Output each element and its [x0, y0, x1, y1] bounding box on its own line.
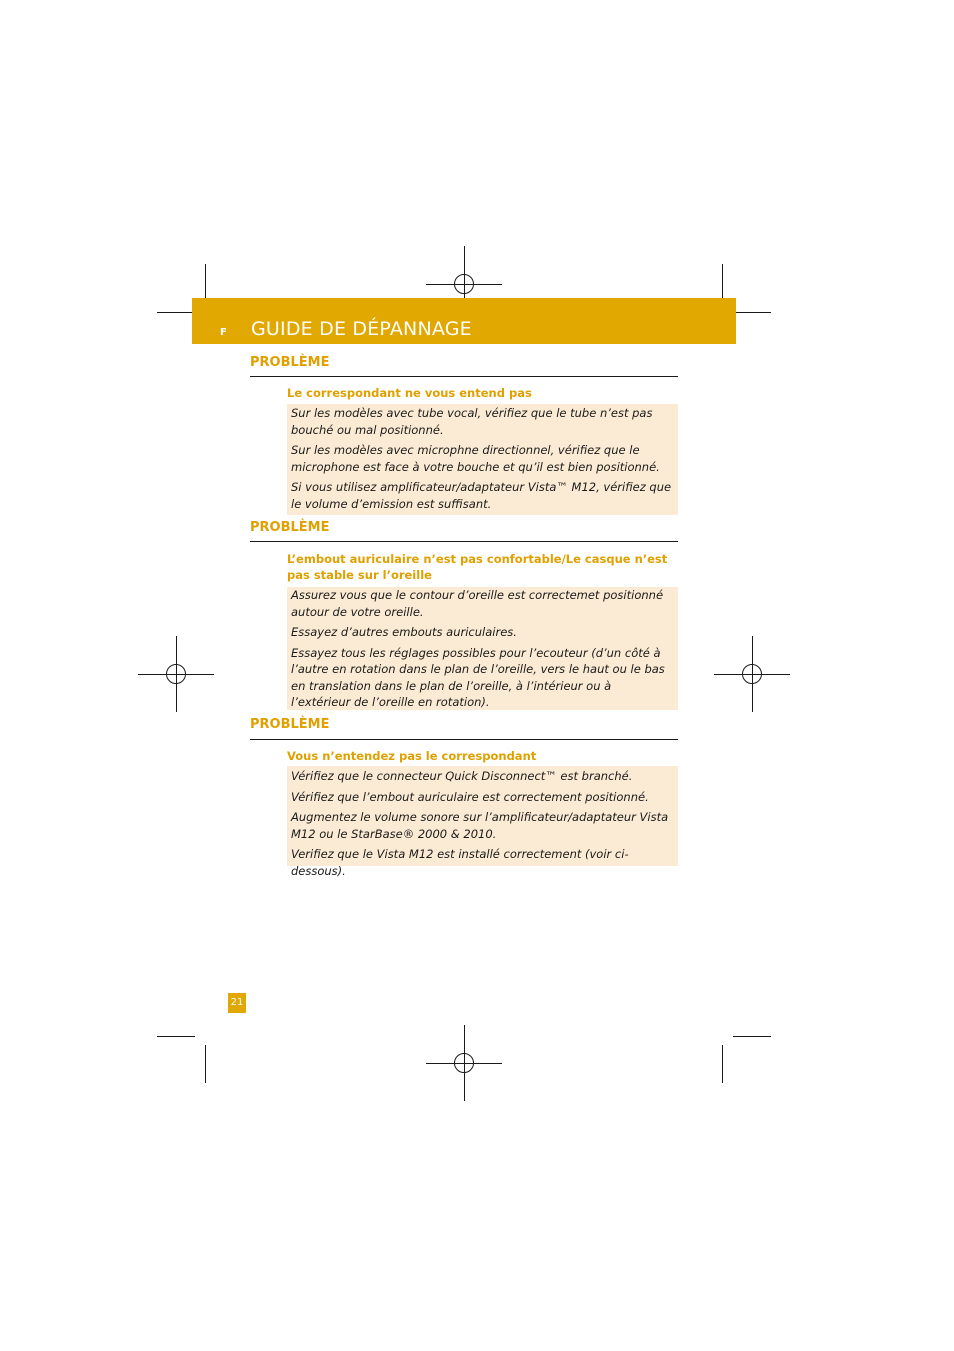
- solution-text: Vérifiez que le connecteur Quick Disconnect™ est branché.: [291, 769, 633, 783]
- page-title: GUIDE DE DÉPANNAGE: [251, 318, 472, 340]
- problem-subtitle: Le correspondant ne vous entend pas: [287, 386, 532, 400]
- solution-text: Assurez vous que le contour d’oreille est correctemet positionné autour de votre oreille.: [291, 588, 664, 619]
- solution-text: Si vous utilisez amplificateur/adaptateur Vista™ M12, vérifiez que le volume d’emission est suffisant.: [291, 480, 672, 511]
- problem-subtitle: Vous n’entendez pas le correspondant: [287, 749, 537, 763]
- solution-text: Essayez tous les réglages possibles pour l’ecouteur (d’un côté à l’autre en rotation dans le plan de l’oreille, vers le haut ou le bas en translation dans le plan de l’oreille, à l’intérieur ou à l’extérieur de l’oreille en rotation).: [291, 645, 665, 709]
- section-heading: PROBLÈME: [250, 355, 330, 370]
- section-heading: PROBLÈME: [250, 717, 330, 732]
- language-indicator: F: [220, 327, 227, 338]
- solution-box: [287, 404, 678, 515]
- crop-mark: [157, 312, 195, 313]
- solution-text: Sur les modèles avec tube vocal, vérifiez que le tube n’est pas bouché ou mal positionné.: [291, 406, 653, 437]
- registration-mark-icon: [138, 636, 214, 712]
- crop-mark: [722, 1045, 723, 1083]
- crop-mark: [205, 264, 206, 302]
- section-divider: [250, 376, 678, 377]
- registration-mark-icon: [426, 1025, 502, 1101]
- solution-box: [287, 766, 678, 878]
- section-divider: [250, 739, 678, 740]
- crop-mark: [733, 312, 771, 313]
- crop-mark: [722, 264, 723, 302]
- section-heading: PROBLÈME: [250, 520, 330, 535]
- solution-text: Vérifiez que l’embout auriculaire est correctement positionné.: [291, 789, 649, 804]
- crop-mark: [157, 1036, 195, 1037]
- registration-mark-icon: [714, 636, 790, 712]
- solution-text: Augmentez le volume sonore sur l’amplificateur/adaptateur Vista M12 ou le StarBase® 2000 & 2010.: [291, 810, 669, 841]
- solution-text: Essayez d’autres embouts auriculaires.: [291, 625, 517, 639]
- solution-text: Sur les modèles avec microphne directionnel, vérifiez que le microphone est face à votre bouche et qu’il est bien positionné.: [291, 443, 660, 474]
- section-divider: [250, 541, 678, 542]
- crop-mark: [205, 1045, 206, 1083]
- problem-subtitle: L’embout auriculaire n’est pas confortable/Le casque n’est pas stable sur l’oreille: [287, 552, 668, 582]
- crop-mark: [733, 1036, 771, 1037]
- solution-box: [287, 587, 678, 710]
- page-number: 21: [228, 993, 246, 1013]
- solution-text: Verifiez que le Vista M12 est installé correctement (voir ci-dessous).: [291, 847, 629, 878]
